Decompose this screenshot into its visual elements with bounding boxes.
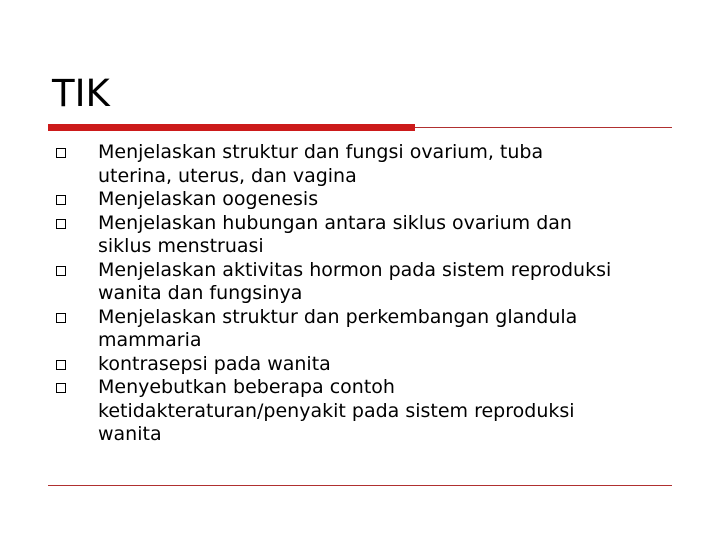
objective-text: Menjelaskan hubungan antara siklus ovarium dan siklus menstruasi bbox=[98, 211, 572, 257]
list-item bbox=[56, 141, 676, 188]
footer-rule bbox=[48, 485, 672, 486]
list-item bbox=[56, 188, 676, 212]
hollow-square-bullet-icon bbox=[56, 219, 66, 229]
hollow-square-bullet-icon bbox=[56, 195, 66, 205]
title-accent-bar bbox=[48, 124, 415, 131]
hollow-square-bullet-icon bbox=[56, 360, 66, 370]
slide-title: TIK bbox=[52, 72, 110, 115]
list-item bbox=[56, 376, 676, 447]
list-item bbox=[56, 259, 676, 306]
objective-text: Menyebutkan beberapa contoh ketidakteraturan/penyakit pada sistem reproduksi wanita bbox=[98, 376, 575, 445]
hollow-square-bullet-icon bbox=[56, 383, 66, 393]
hollow-square-bullet-icon bbox=[56, 266, 66, 276]
hollow-square-bullet-icon bbox=[56, 313, 66, 323]
objective-text: kontrasepsi pada wanita bbox=[98, 352, 331, 375]
list-item bbox=[56, 306, 676, 353]
objectives-list bbox=[56, 141, 676, 447]
objective-text: Menjelaskan struktur dan perkembangan glandula mammaria bbox=[98, 305, 578, 351]
list-item bbox=[56, 353, 676, 377]
list-item bbox=[56, 212, 676, 259]
hollow-square-bullet-icon bbox=[56, 148, 66, 158]
objective-text: Menjelaskan aktivitas hormon pada sistem reproduksi wanita dan fungsinya bbox=[98, 258, 612, 304]
objective-text: Menjelaskan struktur dan fungsi ovarium, tuba uterina, uterus, dan vagina bbox=[98, 141, 544, 187]
objective-text: Menjelaskan oogenesis bbox=[98, 188, 319, 210]
